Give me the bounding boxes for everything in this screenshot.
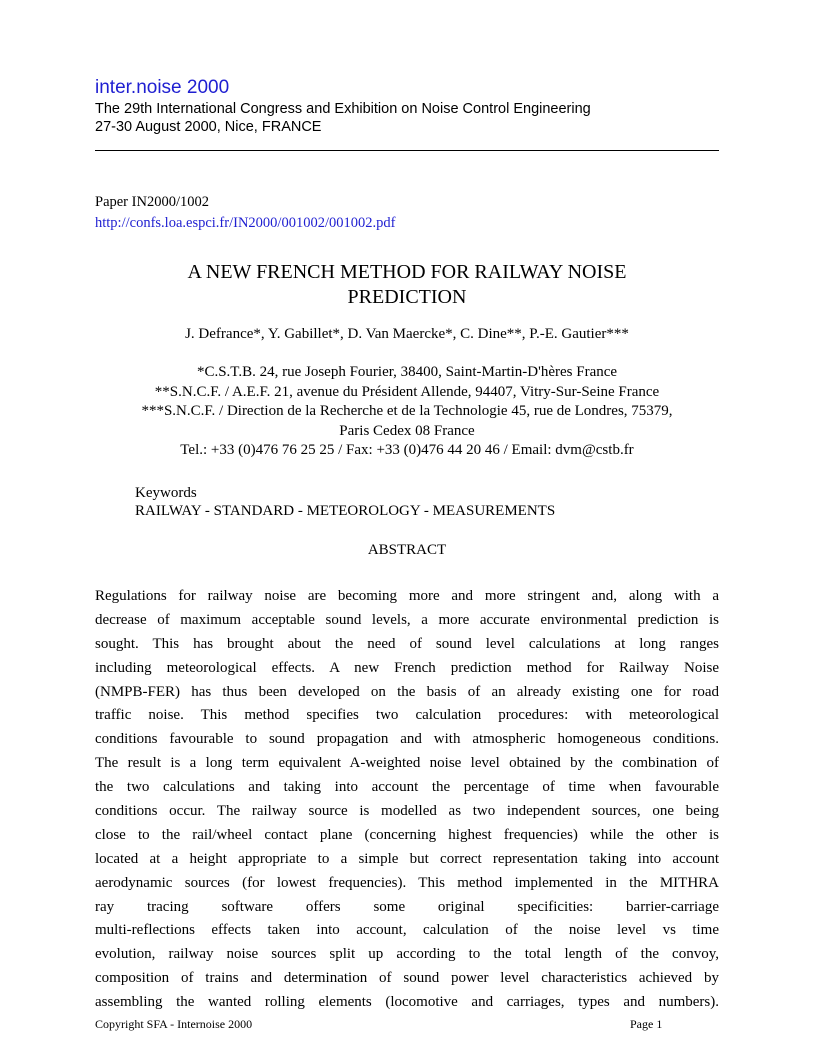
paper-title-line: A NEW FRENCH METHOD FOR RAILWAY NOISE [187,261,627,283]
abstract-line: conditions occur. The railway source is modelled as two independent sources, one being [95,803,719,820]
abstract-line: assembling the wanted rolling elements (locomotive and carriages, types and numbers). [95,994,719,1011]
header-divider [95,150,719,151]
paper-title [95,260,719,310]
authors: J. Defrance*, Y. Gabillet*, D. Van Maercke*, C. Dine**, P.-E. Gautier*** [185,326,629,342]
keywords-label: Keywords [135,485,197,501]
footer-page-number: Page 1 [630,1017,663,1031]
affiliation-line: **S.N.C.F. / A.E.F. 21, avenue du Président Allende, 94407, Vitry-Sur-Seine France [154,383,660,400]
paper-title-line: PREDICTION [347,286,467,308]
contact-line: Tel.: +33 (0)476 76 25 25 / Fax: +33 (0)476 44 20 46 / Email: dvm@cstb.fr [180,442,634,458]
abstract-line: including meteorological effects. A new French prediction method for Railway Noise [95,659,719,676]
abstract-line: sought. This has brought about the need of sound level calculations at long ranges [95,635,719,652]
abstract-body [95,585,719,1015]
affiliations [95,363,719,461]
abstract-line: conditions favourable to sound propagation and with atmospheric homogeneous conditions. [95,731,719,748]
abstract-heading: ABSTRACT [367,542,447,558]
abstract-line: the two calculations and taking into account the percentage of time when favourable [95,779,719,796]
footer-copyright: Copyright SFA - Internoise 2000 [95,1017,253,1031]
abstract-line: evolution, railway noise sources split up according to the total length of the convoy, [95,946,719,963]
abstract-line: close to the rail/wheel contact plane (concerning highest frequencies) while the other is [95,826,719,843]
paper-id: Paper IN2000/1002 [95,194,209,210]
affiliation-line: Paris Cedex 08 France [339,422,475,439]
abstract-line: traffic noise. This method specifies two calculation procedures: with meteorological [95,707,719,724]
affiliation-line: *C.S.T.B. 24, rue Joseph Fourier, 38400, Saint-Martin-D'hères France [196,364,618,380]
conference-dates: 27-30 August 2000, Nice, FRANCE [95,119,322,135]
abstract-line: decrease of maximum acceptable sound levels, a more accurate environmental prediction is [95,611,719,628]
keywords-list: RAILWAY - STANDARD - METEOROLOGY - MEASUREMENTS [135,503,556,519]
abstract-line: multi-reflections effects taken into account, calculation of the noise level vs time [95,922,719,939]
abstract-line: (NMPB-FER) has thus been developed on the basis of an already existing one for road [95,683,719,700]
abstract-line: composition of trains and determination of sound power level characteristics achieved by [95,970,719,987]
conference-name: inter.noise 2000 [95,77,230,98]
paper-url-link[interactable]: http://confs.loa.espci.fr/IN2000/001002/001002.pdf [95,215,396,231]
abstract-line: ray tracing software offers some original specificities: barrier-carriage [95,898,719,915]
abstract-line: The result is a long term equivalent A-weighted noise level obtained by the combination of [95,755,719,772]
abstract-line: Regulations for railway noise are becoming more and more stringent and, along with a [95,588,719,604]
abstract-line: aerodynamic sources (for lowest frequencies). This method implemented in the MITHRA [95,874,719,891]
abstract-line: located at a height appropriate to a simple but correct representation taking into account [95,850,719,867]
affiliation-line: ***S.N.C.F. / Direction de la Recherche et de la Technologie 45, rue de Londres, 75379, [141,403,673,419]
conference-full-title: The 29th International Congress and Exhibition on Noise Control Engineering [95,101,591,117]
